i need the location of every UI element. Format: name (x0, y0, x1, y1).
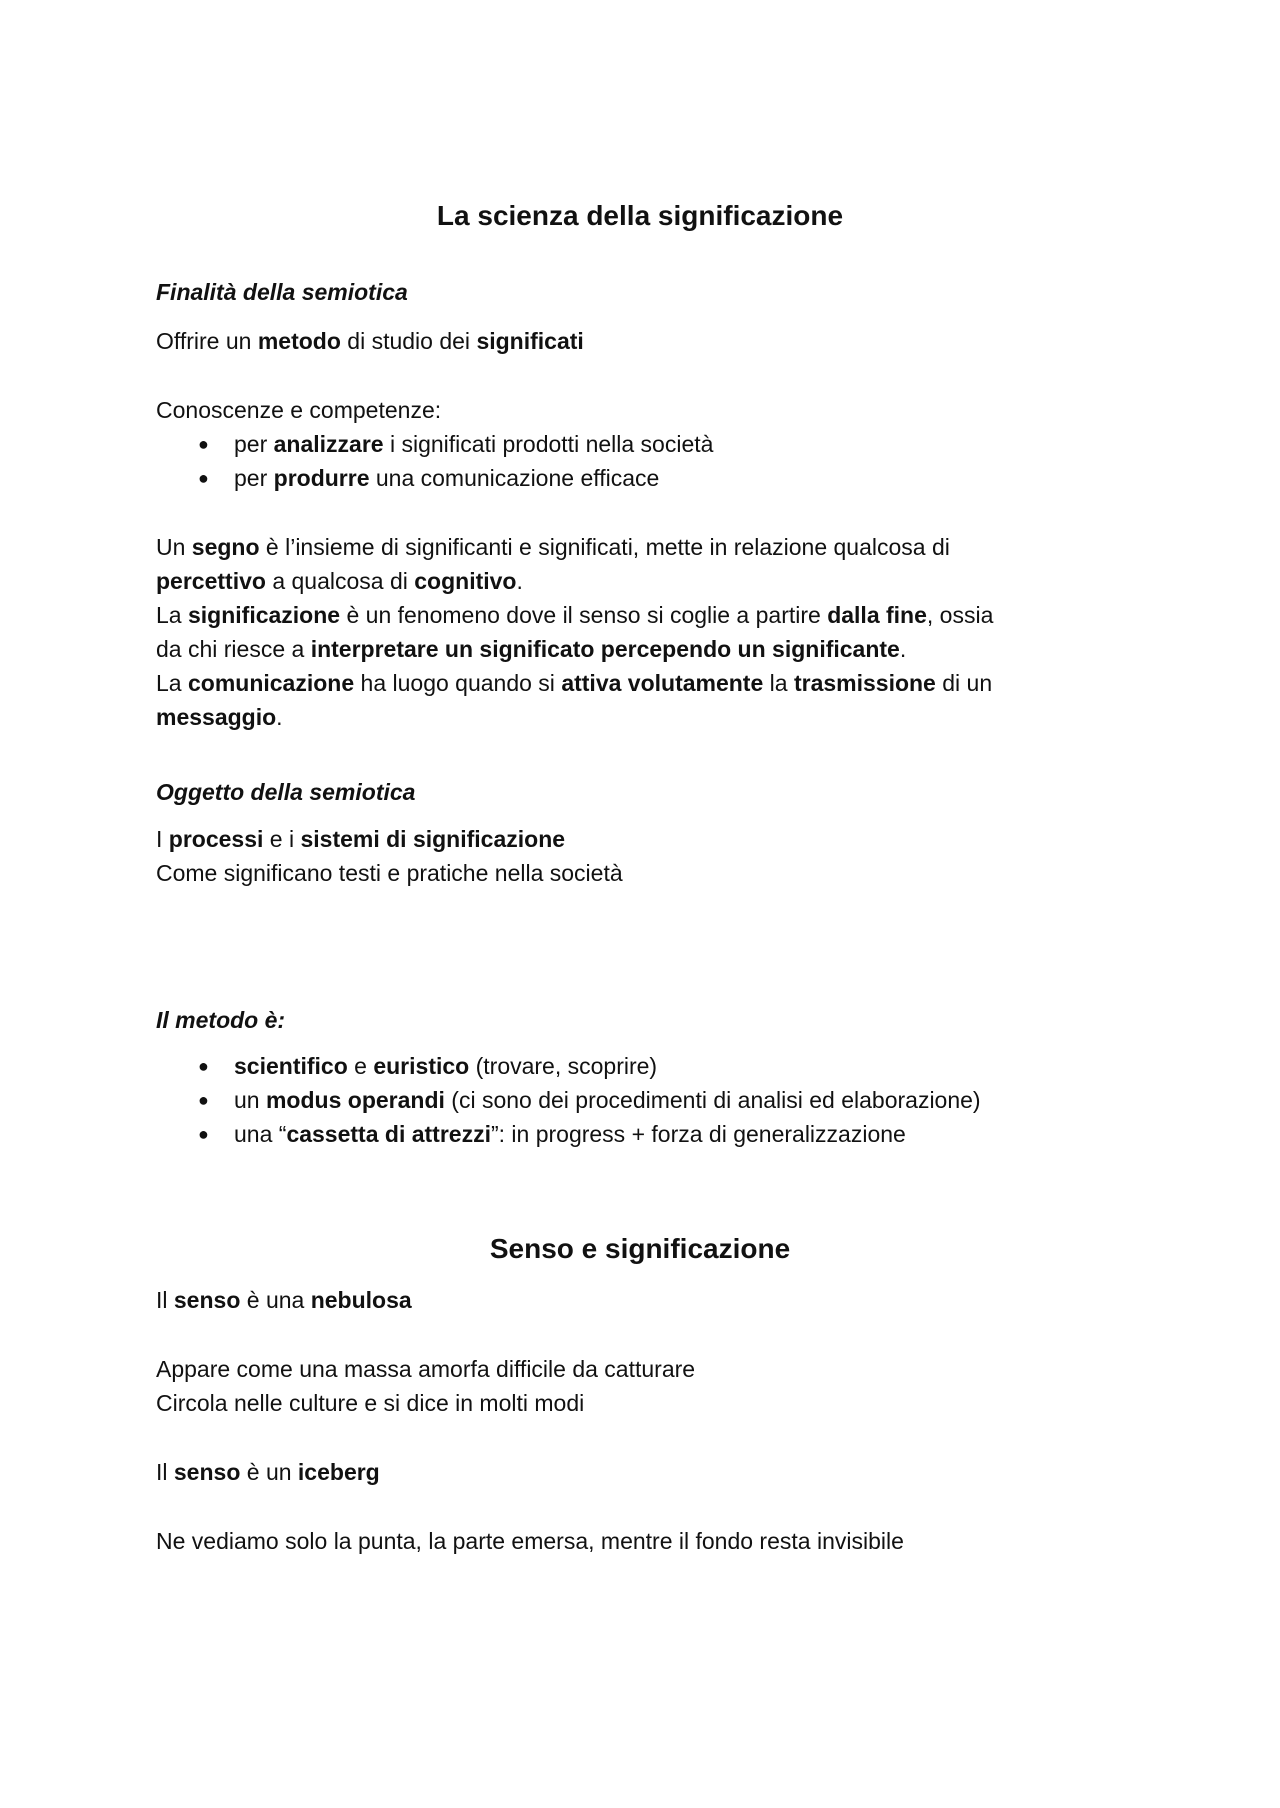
bullet-icon: ● (198, 1056, 209, 1076)
senso-iceberg: Il senso è un iceberg (156, 1459, 380, 1485)
nebulosa-culture: Circola nelle culture e si dice in molti modi (156, 1390, 585, 1416)
list-item: ● scientifico e euristico (trovare, scoprire) (156, 1049, 1136, 1083)
heading-metodo: Il metodo è: (156, 1007, 286, 1033)
bullet-icon: ● (198, 1124, 209, 1144)
oggetto-line1: I processi e i sistemi di significazione (156, 826, 566, 852)
iceberg-punta: Ne vediamo solo la punta, la parte emersa, mentre il fondo resta invisibile (156, 1528, 904, 1554)
list-item: ● una “cassetta di attrezzi”: in progress + forza di generalizzazione (156, 1117, 1136, 1151)
section-title-senso: Senso e significazione (489, 1233, 791, 1264)
page-title: La scienza della significazione (436, 200, 844, 231)
list-item: ● per produrre una comunicazione efficace (156, 461, 1136, 495)
conoscenze-list (156, 427, 1136, 495)
finalita-text: Offrire un metodo di studio dei significati (156, 328, 584, 354)
conoscenze-intro: Conoscenze e competenze: (156, 397, 442, 423)
list-item: ● per analizzare i significati prodotti nella società (156, 427, 1136, 461)
metodo-list (156, 1049, 1136, 1151)
bullet-icon: ● (198, 468, 209, 488)
oggetto-line2: Come significano testi e pratiche nella società (156, 860, 623, 886)
bullet-icon: ● (198, 434, 209, 454)
senso-nebulosa: Il senso è una nebulosa (156, 1287, 412, 1313)
heading-oggetto: Oggetto della semiotica (156, 779, 416, 805)
heading-finalita: Finalità della semiotica (156, 279, 408, 305)
nebulosa-amorfa: Appare come una massa amorfa difficile da catturare (156, 1356, 696, 1382)
segno-paragraph: Un segno è l’insieme di significanti e significati, mette in relazione qualcosa di percettivo a qualcosa di cognitivo. La significazione è un fenomeno dove il senso si coglie a partire dalla fine, ossia da chi riesce a interpretare un significato percependo un significante. La comunicazione ha luogo quando si attiva volutamente la trasmissione di un messaggio. (156, 534, 994, 730)
list-item: ● un modus operandi (ci sono dei procedimenti di analisi ed elaborazione) (156, 1083, 1136, 1117)
bullet-icon: ● (198, 1090, 209, 1110)
